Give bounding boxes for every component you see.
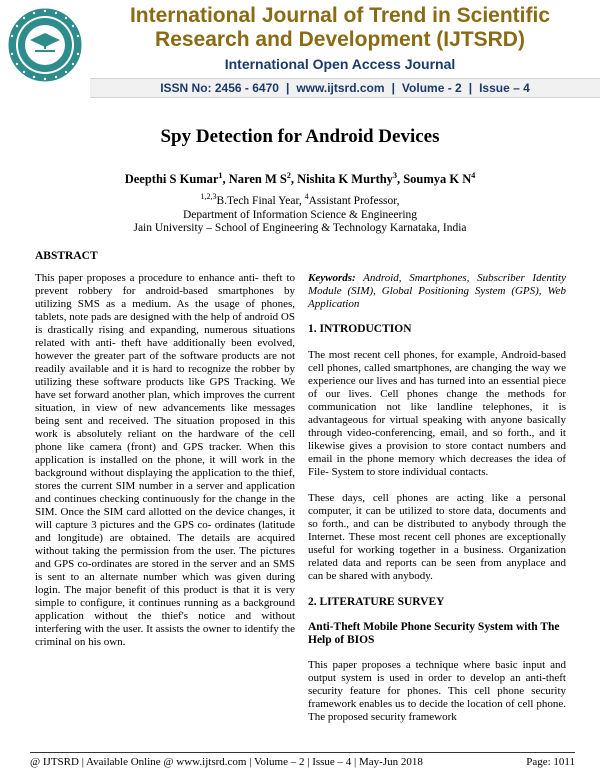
issn-bar: ISSN No: 2456 - 6470 | www.ijtsrd.com | Volume - 2 | Issue – 4 [90,78,600,98]
literature-subheading: Anti-Theft Mobile Phone Security System with The Help of BIOS [308,621,560,646]
affiliation-roles [0,192,600,208]
author-name: Naren M S [228,172,287,186]
intro-paragraph: The most recent cell phones, for example, Android-based cell phones, called smartphones, are changing the way we experience our lives and has turned into an essential piece of our lives. Cell phones change the methods for communication not like landline telephones, it is advantageous for virtual speaking with anyone basically through video-conferencing, email, and so forth., and it likewise gives a provision to store contact numbers and email in the phone memory which decreases the idea of File- System to store individual contacts. [308,349,566,478]
affil-role-1: B.Tech Final Year, [216,195,305,207]
journal-website[interactable]: www.ijtsrd.com [296,81,385,95]
affil-role-2: Assistant Professor, [308,195,400,207]
paper-title: Spy Detection for Android Devices [160,126,440,147]
author-name: Soumya K N [403,172,472,186]
issn-number: ISSN No: 2456 - 6470 [160,81,279,95]
journal-name [90,4,590,52]
intro-paragraph: These days, cell phones are acting like a personal computer, it can be utilized to store data, documents and so forth., and can be distributed to anybody through the Internet. These most recent cell phones are exceptionally useful for working together in a business. Organization related data and reports can be seen from anyplace and can be shared with anybody. [308,492,566,582]
footer-citation: @ IJTSRD | Available Online @ www.ijtsrd.com | Volume – 2 | Issue – 4 | May-Jun 2018 [30,756,423,768]
journal-name-line2: Research and Development (IJTSRD) [155,28,525,51]
issue-label: Issue – 4 [479,81,530,95]
affil-sup: 1,2,3 [200,192,217,202]
affiliation-university: Jain University – School of Engineering & Technology Karnataka, India [133,222,467,234]
author-list: Deepthi S Kumar$^1$, Naren M $S^2$, Nishita K Murthy$^3$, Soumya K $N^4$ [124,170,476,186]
journal-subtitle: International Open Access Journal [224,56,456,72]
author-name: Nishita K Murthy [297,172,393,186]
literature-heading: 2. LITERATURE SURVEY [308,596,445,608]
intro-heading: 1. INTRODUCTION [308,323,412,335]
journal-logo [6,6,84,84]
affiliation-department: Department of Information Science & Engineering [182,209,418,221]
keywords-label: Keywords: [308,272,356,284]
journal-header [0,0,600,110]
journal-name-line1: International Journal of Trend in Scientific [129,4,551,27]
volume-label: Volume - 2 [401,81,462,95]
left-column [35,250,295,662]
right-column [308,272,566,737]
abstract-heading: ABSTRACT [35,250,98,262]
author-sup: 4 [471,170,476,180]
page-number: Page: 1011 [526,756,575,768]
author-name: Deepthi S Kumar [124,172,219,186]
page-footer [30,752,575,772]
keywords-text: Android, Smartphones, Subscriber Identity Module (SIM), Global Positioning System (GPS), Web Application [308,272,566,310]
author-sup: 3 [392,170,397,180]
author-sup: 2 [286,170,291,180]
abstract-text: This paper proposes a procedure to enhance anti- theft to prevent robbery for android-based smartphones by utilizing SMS as a medium. As the usage of phones, tablets, note pads are designed with the help of android OS is drastically rising and expanding, numerous situations related with anti- theft have additionally been evolved, however the greater part of the software products are not readily available and it is hard to recognize the robber by utilizing these software products like GPS Tracking. We have set forward another plan, which improves the current situation, in view of new advancements like messages being sent and received. The situation proposed in this work is absolutely reliant on the hardware of the cell phone like camera (front) and GPS tracker. When this application is installed on the phone, it will work in the background without displaying the application to the thief, stores the current SIM number in a server and application and continues checking continuously for the change in the SIM. Once the SIM card allotted on the device changes, it will capture 3 pictures and the GPS co- ordinates (latitude and longitude) are obtained. The details are acquired without taking the permission from the user. The pictures and GPS co-ordinates are stored in the server and an SMS is sent to an alternate number which was given during login. The major benefit of this product is that it is very simple to configure, it continues running as a background application without the thief's notice and without interfering with the user. It assists the owner to identify the criminal on his own. [35,272,295,648]
affil-sup: 4 [304,192,309,202]
author-sup: 1 [218,170,223,180]
keywords [308,272,566,311]
literature-paragraph: This paper proposes a technique where basic input and output system is used in order to develop an anti-theft security feature for phones. This cell phone security framework enables us to decide the location of cell phone. The proposed security framework [308,659,566,723]
